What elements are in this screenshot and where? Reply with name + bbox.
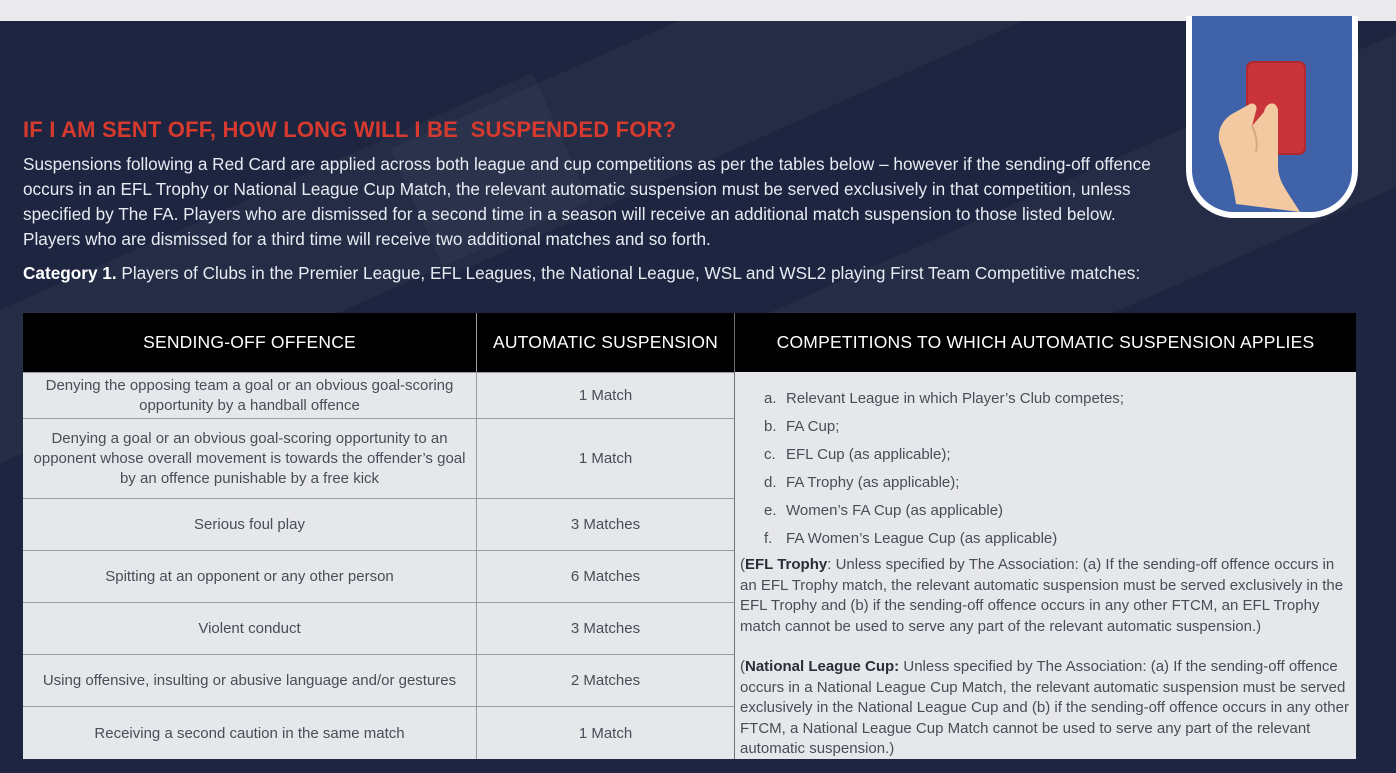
table-row xyxy=(23,418,734,499)
note-label: National League Cup: xyxy=(745,658,900,675)
table-row xyxy=(23,372,734,419)
table-row xyxy=(23,706,734,760)
offence-cell: Serious foul play xyxy=(194,516,305,533)
suspension-table xyxy=(23,313,1356,759)
note-label: EFL Trophy xyxy=(745,556,828,573)
table-header xyxy=(23,313,1356,372)
national-league-cup-note xyxy=(740,657,1352,760)
efl-trophy-note xyxy=(740,555,1352,637)
intro-paragraph: Suspensions following a Red Card are applied across both league and cup competitions as per the tables below – however if the sending-off offence occurs in an EFL Trophy or National League Cup Match, the relevant automatic suspension must be served exclusively in that competition, unless specified by The FA. Players who are dismissed for a second time in a season will receive an additional match suspension to those listed below. Players who are dismissed for a third time will receive two additional matches and so forth. xyxy=(23,154,1151,249)
note-text: Unless specified by The Association: (a) If the sending-off offence occurs in a National League Cup Match, the relevant automatic suspension must be served exclusively in the National League Cup and (b) if the sending-off offence occurs in any other FTCM, a National League Cup Match cannot be used to serve any part of the relevant automatic suspension.) xyxy=(740,658,1349,757)
list-item xyxy=(764,385,1124,413)
column-divider xyxy=(476,313,477,759)
suspension-cell: 3 Matches xyxy=(570,516,641,533)
list-letter: a. xyxy=(764,390,777,407)
list-text: FA Cup; xyxy=(786,418,840,435)
suspension-cell: 1 Match xyxy=(578,724,633,742)
table-row xyxy=(23,550,734,603)
page-heading: IF I AM SENT OFF, HOW LONG WILL I BE SUSPENDED FOR? xyxy=(23,117,677,142)
header-offence: SENDING-OFF OFFENCE xyxy=(143,332,356,352)
list-item xyxy=(764,441,1124,469)
list-item xyxy=(764,469,1124,497)
list-item xyxy=(764,413,1124,441)
suspension-cell: 1 Match xyxy=(578,387,633,404)
list-text: Relevant League in which Player’s Club competes; xyxy=(786,390,1124,407)
list-letter: e. xyxy=(764,502,777,519)
category-line xyxy=(23,261,1323,286)
note-text: : Unless specified by The Association: (a) If the sending-off offence occurs in an EFL Trophy match, the relevant automatic suspension must be served exclusively in the EFL Trophy and (b) if the sending-off offence occurs in any other FTCM, an EFL Trophy match cannot be used to serve any part of the relevant automatic suspension.) xyxy=(740,556,1344,635)
list-letter: c. xyxy=(764,446,776,463)
offence-cell: Spitting at an opponent or any other person xyxy=(105,568,394,585)
note-paren: ( xyxy=(740,658,745,675)
list-text: FA Women’s League Cup (as applicable) xyxy=(786,530,1058,547)
suspension-cell: 3 Matches xyxy=(570,620,641,637)
list-letter: f. xyxy=(764,530,773,547)
suspension-cell: 6 Matches xyxy=(570,568,641,585)
list-letter: b. xyxy=(764,418,777,435)
suspension-cell: 2 Matches xyxy=(570,672,641,689)
table-row xyxy=(23,602,734,655)
table-row xyxy=(23,654,734,707)
header-competitions: COMPETITIONS TO WHICH AUTOMATIC SUSPENSION APPLIES xyxy=(776,332,1315,352)
competitions-cell xyxy=(735,373,1356,759)
note-paren: ( xyxy=(740,556,745,573)
offence-cell: Violent conduct xyxy=(198,620,301,637)
offence-cell: Denying the opposing team a goal or an obvious goal-scoring opportunity by a handball offence xyxy=(45,377,454,414)
list-text: EFL Cup (as applicable); xyxy=(786,446,951,463)
category-label: Category 1. xyxy=(23,263,117,283)
list-letter: d. xyxy=(764,474,777,491)
list-item xyxy=(764,497,1124,525)
offence-cell: Receiving a second caution in the same match xyxy=(94,724,405,742)
list-text: Women’s FA Cup (as applicable) xyxy=(786,502,1004,519)
suspension-cell: 1 Match xyxy=(578,450,633,467)
competition-list xyxy=(764,385,1124,553)
list-item xyxy=(764,525,1124,553)
list-text: FA Trophy (as applicable); xyxy=(786,474,960,491)
header-suspension: AUTOMATIC SUSPENSION xyxy=(492,332,719,352)
red-card-hand-icon xyxy=(1192,16,1352,212)
category-text: Players of Clubs in the Premier League, EFL Leagues, the National League, WSL and WSL2 playing First Team Competitive matches: xyxy=(116,263,1141,283)
offence-cell: Denying a goal or an obvious goal-scoring opportunity to an opponent whose overall movement is towards the offender’s goal by an offence punishable by a free kick xyxy=(33,430,466,487)
table-row xyxy=(23,498,734,551)
red-card-badge xyxy=(1186,16,1358,218)
offence-cell: Using offensive, insulting or abusive language and/or gestures xyxy=(42,672,457,689)
